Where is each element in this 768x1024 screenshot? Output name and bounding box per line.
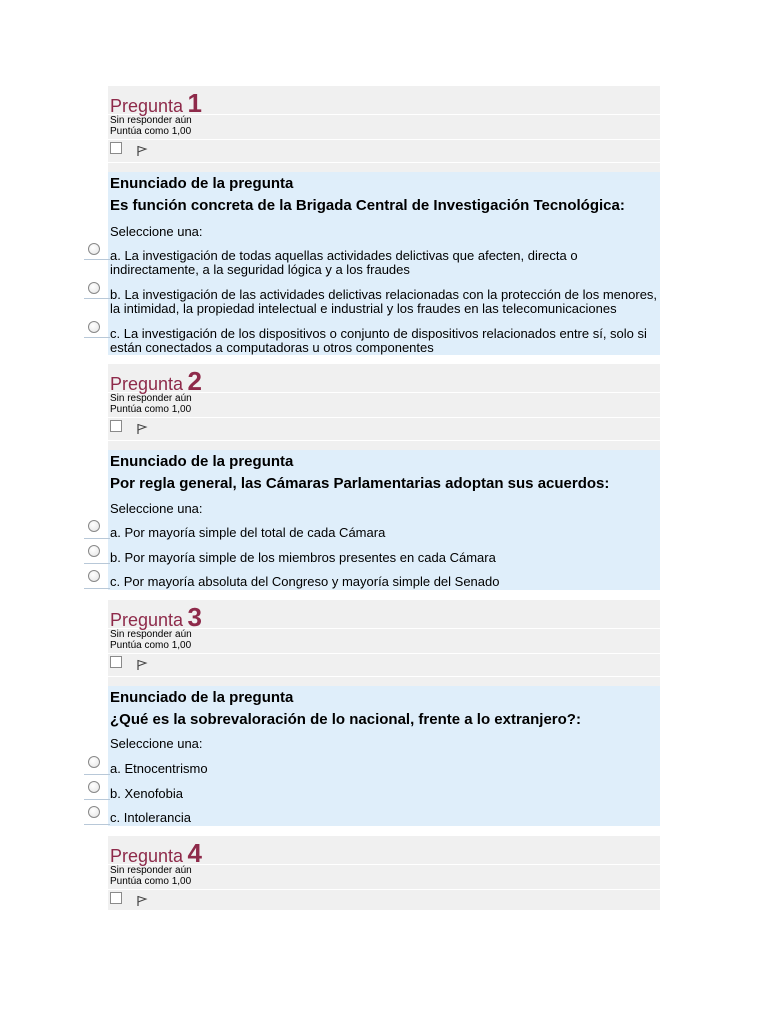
question-2-content (108, 450, 660, 590)
question-stem: Por regla general, las Cámaras Parlamentarias adoptan sus acuerdos: (110, 475, 610, 492)
radio-option-b[interactable] (88, 282, 100, 294)
question-label: Pregunta (110, 374, 184, 394)
answer-option-b[interactable]: b. Por mayoría simple de los miembros presentes en cada Cámara (110, 550, 496, 565)
radio-option-b[interactable] (88, 781, 100, 793)
flag-icon[interactable] (136, 423, 148, 435)
question-1-info (108, 86, 660, 172)
flag-checkbox[interactable] (110, 142, 122, 154)
question-grade: Puntúa como 1,00 (110, 126, 192, 137)
flag-icon[interactable] (136, 145, 148, 157)
question-3-content (108, 686, 660, 826)
radio-option-a[interactable] (88, 520, 100, 532)
answer-option-c[interactable]: c. Intolerancia (110, 810, 191, 825)
flag-checkbox[interactable] (110, 656, 122, 668)
question-stem-label: Enunciado de la pregunta (110, 453, 294, 470)
question-status: Sin responder aún (110, 115, 192, 126)
question-title (110, 604, 202, 630)
answer-prompt: Seleccione una: (110, 736, 203, 751)
question-number: 4 (187, 838, 202, 868)
flag-checkbox[interactable] (110, 892, 122, 904)
answer-prompt: Seleccione una: (110, 501, 203, 516)
flag-icon[interactable] (136, 895, 148, 907)
question-number: 1 (187, 88, 202, 118)
question-stem: Es función concreta de la Brigada Central de Investigación Tecnológica: (110, 197, 625, 214)
answer-option-c[interactable]: c. La investigación de los dispositivos o conjunto de dispositivos relacionados entre sí, solo si están conectados a computadoras u otros componentes (110, 326, 647, 355)
radio-option-a[interactable] (88, 756, 100, 768)
question-number: 3 (187, 602, 202, 632)
question-stem-label: Enunciado de la pregunta (110, 689, 294, 706)
question-3-info (108, 600, 660, 686)
question-status: Sin responder aún (110, 393, 192, 404)
question-title (110, 840, 202, 866)
question-title (110, 90, 202, 116)
question-status: Sin responder aún (110, 865, 192, 876)
question-status: Sin responder aún (110, 629, 192, 640)
question-1-content (108, 172, 660, 355)
radio-option-b[interactable] (88, 545, 100, 557)
radio-option-c[interactable] (88, 570, 100, 582)
question-title (110, 368, 202, 394)
question-stem: ¿Qué es la sobrevaloración de lo nacional, frente a lo extranjero?: (110, 711, 581, 728)
radio-option-c[interactable] (88, 806, 100, 818)
question-label: Pregunta (110, 846, 184, 866)
radio-option-c[interactable] (88, 321, 100, 333)
question-number: 2 (187, 366, 202, 396)
answer-option-a[interactable]: a. Por mayoría simple del total de cada Cámara (110, 525, 386, 540)
question-grade: Puntúa como 1,00 (110, 876, 192, 887)
question-grade: Puntúa como 1,00 (110, 404, 192, 415)
question-grade: Puntúa como 1,00 (110, 640, 192, 651)
flag-icon[interactable] (136, 659, 148, 671)
question-stem-label: Enunciado de la pregunta (110, 175, 294, 192)
flag-checkbox[interactable] (110, 420, 122, 432)
question-label: Pregunta (110, 96, 184, 116)
question-label: Pregunta (110, 610, 184, 630)
answer-option-c[interactable]: c. Por mayoría absoluta del Congreso y mayoría simple del Senado (110, 574, 500, 589)
answer-option-b[interactable]: b. Xenofobia (110, 786, 184, 801)
question-2-info (108, 364, 660, 450)
answer-option-a[interactable]: a. La investigación de todas aquellas actividades delictivas que afecten, directa o indirectamente, a la seguridad lógica y a los fraudes (110, 248, 578, 277)
answer-option-b[interactable]: b. La investigación de las actividades delictivas relacionadas con la protección de los menores, la intimidad, la propiedad intelectual e industrial y los fraudes en las telecomunicaciones (110, 287, 658, 316)
answer-option-a[interactable]: a. Etnocentrismo (110, 761, 208, 776)
question-4-info (108, 836, 660, 910)
radio-option-a[interactable] (88, 243, 100, 255)
answer-prompt: Seleccione una: (110, 224, 203, 239)
